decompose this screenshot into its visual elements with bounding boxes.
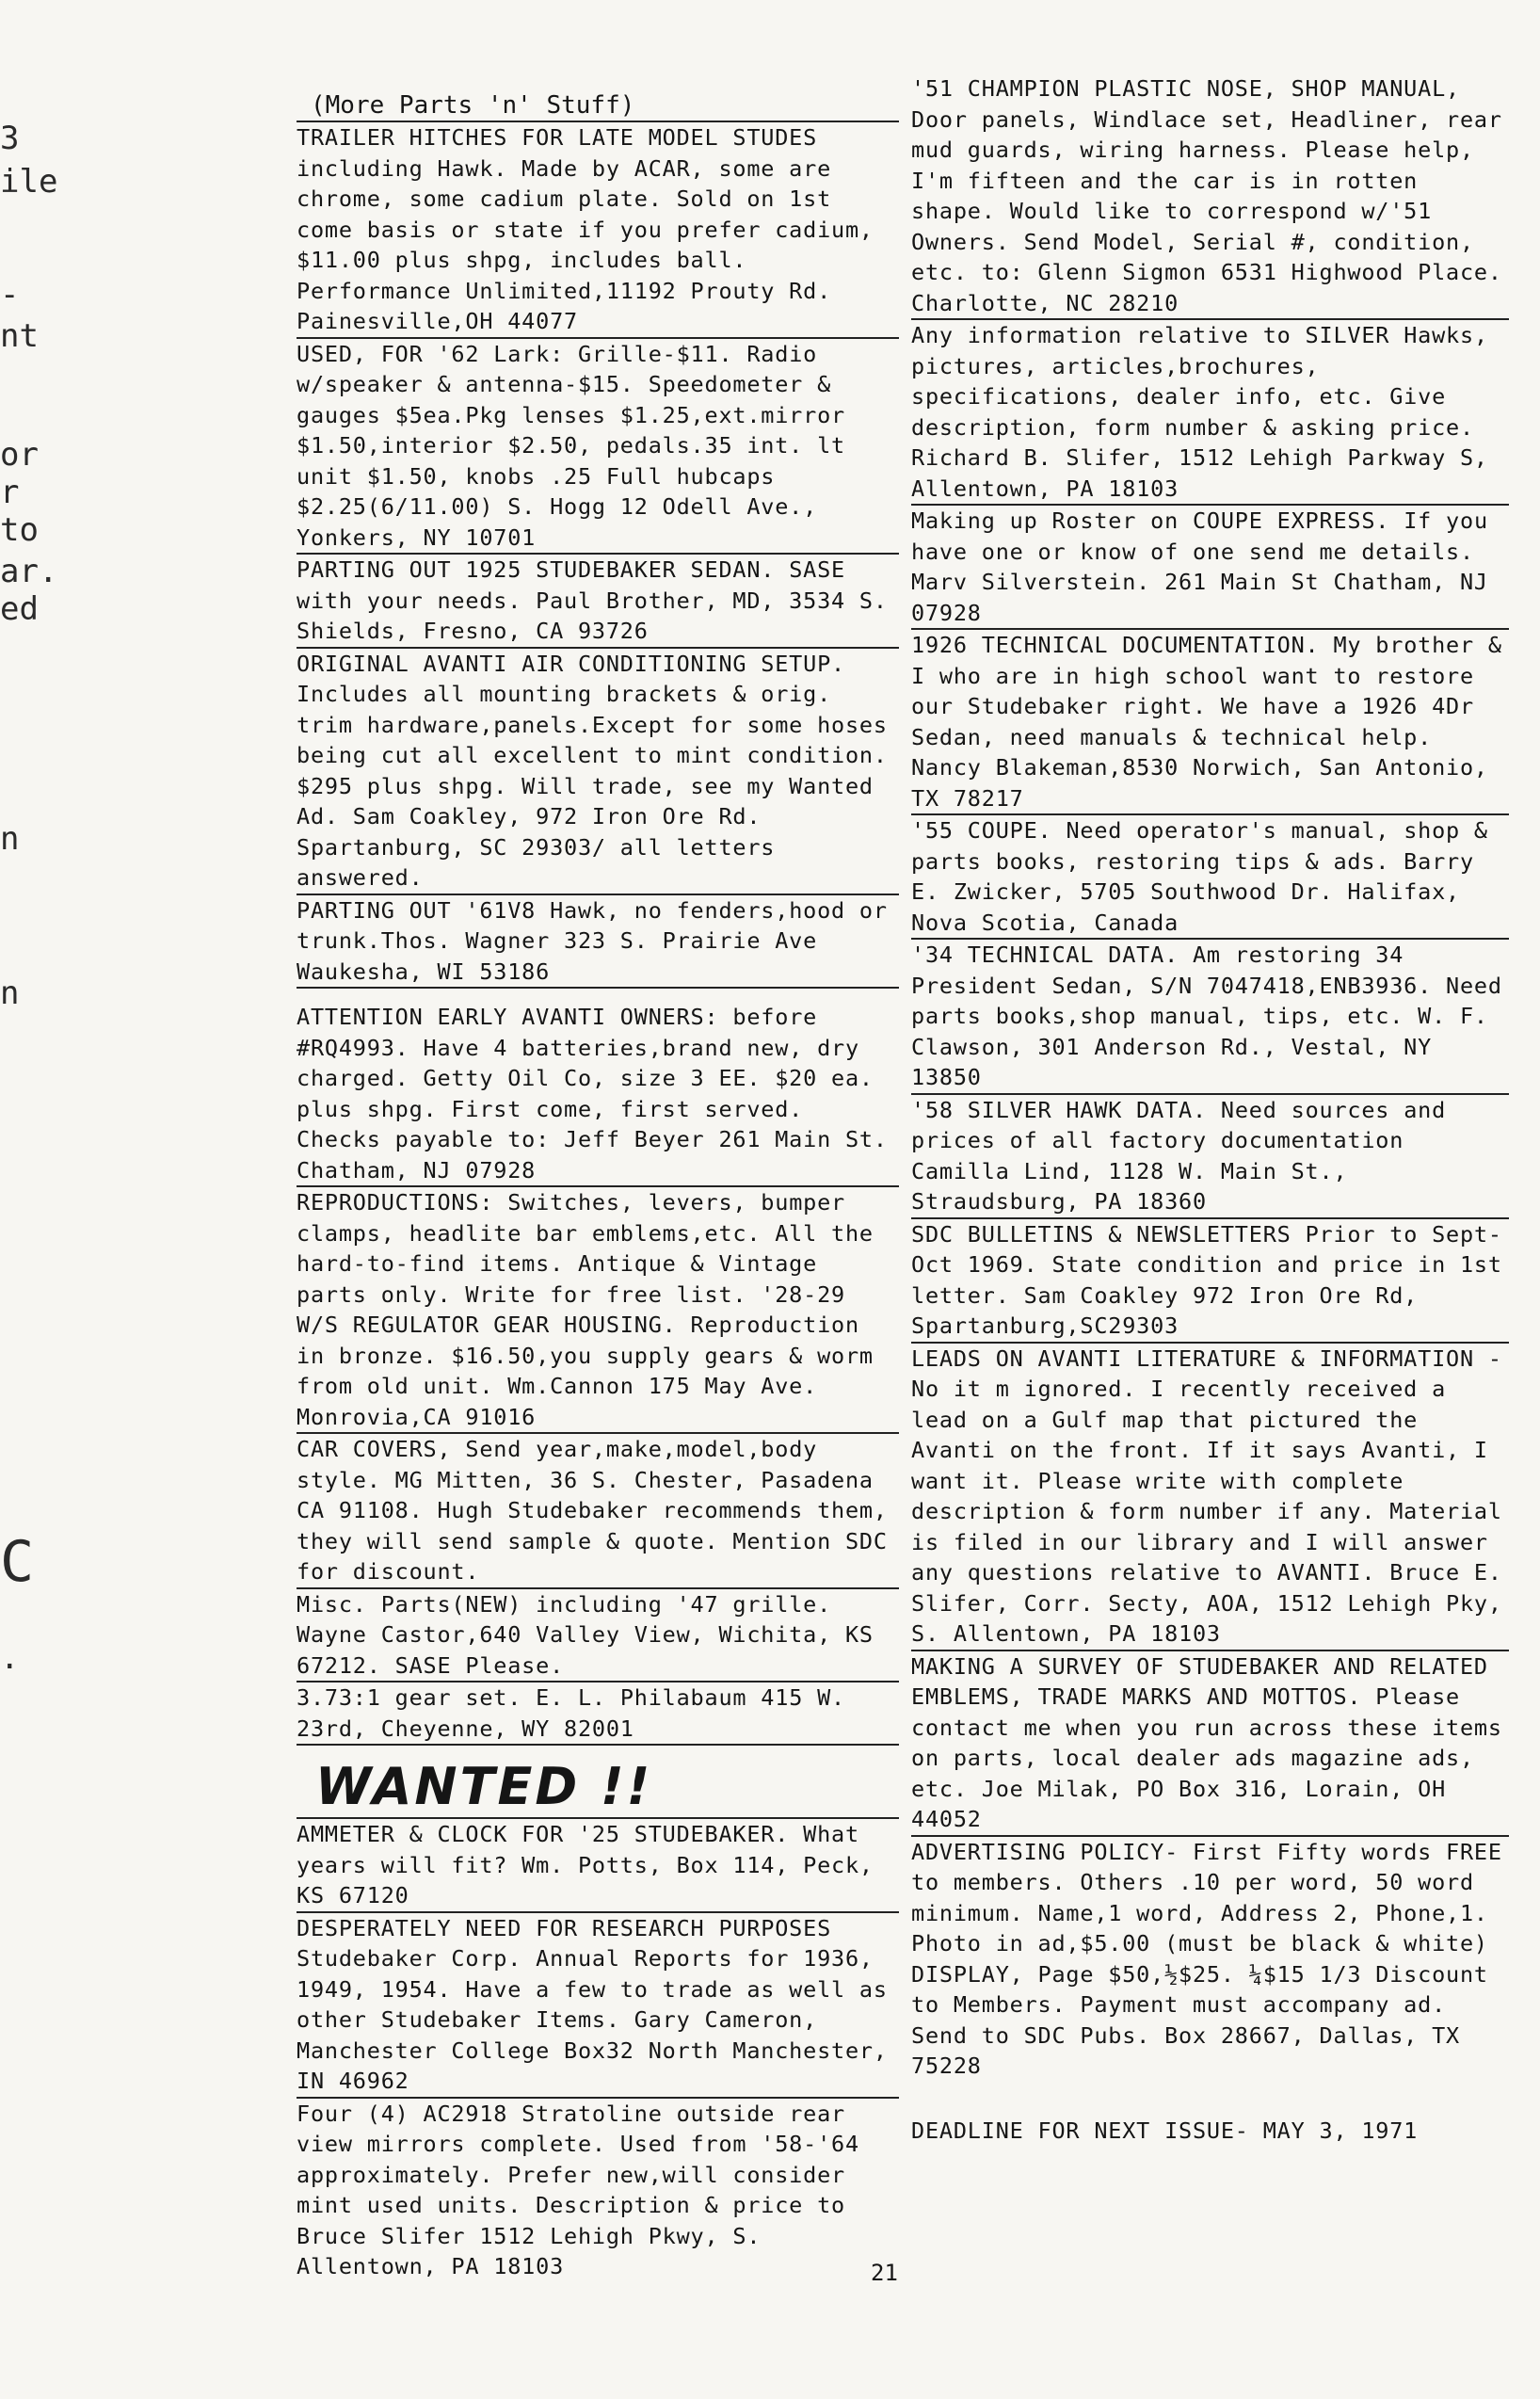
ad-headline: TRAILER HITCHES FOR LATE MODEL STUDES [297,124,818,151]
ad-body: Door panels, Windlace set, Headliner, rear mud guards, wiring harness. Please help, I'm fifteen and the car is in rotten shape. Would like to correspond w/'51 Owners. Send Model, Serial #, condition, etc. to: Glenn Sigmon 6531 Highwood Place. Charlotte, NC 28210 [911,105,1502,316]
ad-headline: AMMETER & CLOCK FOR '25 STUDEBAKER. [297,1821,790,1847]
classified-ad [911,1651,1509,1837]
ad-body: Hawks, pictures, articles,brochures, specifications, dealer info, etc. Give description, form number & asking price. Richard B. Slifer, 1512 Lehigh Parkway S, Allentown, PA 18103 [911,322,1488,502]
ad-headline: CAR COVERS, [297,1436,452,1462]
classified-ad [297,555,899,649]
classified-ad [911,1219,1509,1344]
classified-ad [297,1434,899,1589]
margin-fragment: ed [0,590,39,628]
classified-ad [911,320,1509,506]
ad-headline: ADVERTISING POLICY- [911,1838,1179,1865]
margin-fragment: n [0,974,20,1012]
page-number: 21 [871,2260,898,2286]
ad-headline: 3.73:1 gear set. [297,1684,522,1711]
right-column [911,73,1509,2146]
ad-body: If you have one or know of one send me details. Marv Silverstein. 261 Main St Chatham, NJ 07928 [911,507,1488,626]
classified-ad [911,506,1509,630]
ad-body: Send year,make,model,body style. MG Mitten, 36 S. Chester, Pasadena CA 91108. Hugh Studebaker recommends them, they will send sample & quote. Mention SDC for discount. [297,1436,888,1585]
margin-fragment: ar. [0,553,58,590]
margin-fragment: or [0,436,39,474]
classified-ad [911,940,1509,1095]
ad-headline: PARTING OUT '61V8 Hawk, [297,896,620,924]
ad-body: SASE with your needs. Paul Brother, MD, 3534 S. Shields, Fresno, CA 93726 [297,556,888,644]
ad-headline: Making up Roster on COUPE EXPRESS. [911,507,1390,534]
ad-headline: LEADS ON AVANTI LITERATURE & INFORMATION [911,1344,1474,1372]
ad-headline: REPRODUCTIONS: [297,1189,494,1216]
ad-body: no fenders,hood or trunk.Thos. Wagner 323 S. Prairie Ave Waukesha, WI 53186 [297,896,888,985]
margin-fragment: . [0,1639,20,1677]
classified-ad [911,630,1509,815]
margin-fragment: ile [0,163,58,201]
ad-body: Need operator's manual, shop & parts books, restoring tips & ads. Barry E. Zwicker, 5705 Southwood Dr. Halifax, Nova Scotia, Canada [911,817,1488,936]
ad-body: Need sources and prices of all factory documentation Camilla Lind, 1128 W. Main St., Straudsburg, PA 18360 [911,1096,1447,1215]
ad-body: E. L. Philabaum 415 W. 23rd, Cheyenne, WY 82001 [297,1684,845,1742]
ad-body: Grille-$11. Radio w/speaker & antenna-$15. Speedometer & gauges $5ea.Pkg lenses $1.25,ext.mirror $1.50,interior $2.50, pedals.35 int. lt unit $1.50, knobs .25 Full hubcaps $2.25(6/11.00) S. Hogg 12 Odell Ave., Yonkers, NY 10701 [297,340,845,551]
ad-body: Prior to Sept-Oct 1969. State condition and price in 1st letter. Sam Coakley 972 Iron Ore Rd, Spartanburg,SC29303 [911,1220,1502,1339]
classified-ad [911,815,1509,940]
ad-headline: MAKING A SURVEY OF STUDEBAKER AND RELATED EMBLEMS, TRADE MARKS AND MOTTOS. [911,1652,1488,1710]
margin-fragment: n [0,820,20,858]
classified-ad [297,1187,899,1434]
classified-ad [297,1819,899,1913]
margin-fragment: C [0,1529,35,1595]
ad-body: Includes all mounting brackets & orig. trim hardware,panels.Except for some hoses being cut all excellent to mint condition. $295 plus shpg. Will trade, see my Wanted Ad. Sam Coakley, 972 Iron Ore Rd. Spartanburg, SC 29303/ all letters answered. [297,681,888,891]
ad-body: before #RQ4993. Have 4 batteries,brand new, dry charged. Getty Oil Co, size 3 EE. $20 ea. plus shpg. First come, first served. Checks payable to: Jeff Beyer 261 Main St. Chatham, NJ 07928 [297,1004,888,1183]
ad-body: My brother & I who are in high school want to restore our Studebaker right. We have a 1926 4Dr Sedan, need manuals & technical help. Nancy Blakeman,8530 Norwich, San Antonio, TX 78217 [911,632,1502,812]
ad-body: including Hawk. Made by ACAR, some are chrome, some cadium plate. Sold on 1st come basis or state if you prefer cadium, $11.00 plus shpg, includes ball. Performance Unlimited,11192 Prouty Rd. Painesville,OH 44077 [297,154,874,334]
ad-headline: '55 COUPE. [911,817,1052,844]
advertising-policy [911,1837,1509,2082]
wanted-heading: WANTED !! [297,1757,899,1819]
ad-body: Switches, levers, bumper clamps, headlite bar emblems,etc. All the hard-to-find items. Antique & Vintage parts only. Write for free list. '28-29 W/S REGULATOR GEAR HOUSING. Reproduction in bronze. $16.50,you supply gears & worm from old unit. Wm.Cannon 175 May Ave. Monrovia,CA 91016 [297,1189,874,1430]
ad-body: - No it m ignored. I recently received a lead on a Gulf map that pictured the Avanti on the front. If it says Avanti, I want it. Please write with complete description & form number if any. Material is filed in our library and I will answer any questions relative to AVANTI. Bruce E. Slifer, Corr. Secty, AOA, 1512 Lehigh Pky, S. Allentown, PA 18103 [911,1344,1502,1647]
ad-headline: Misc. Parts(NEW) [297,1590,522,1618]
classified-ad [297,649,899,895]
margin-fragment: r [0,474,20,511]
classified-ad [297,1913,899,2099]
left-column [297,90,899,2282]
classified-ad [911,1344,1509,1651]
ad-headline: '51 CHAMPION PLASTIC NOSE, SHOP MANUAL, [911,75,1460,102]
margin-fragment: 3 [0,120,20,157]
section-header: (More Parts 'n' Stuff) [311,91,635,120]
ad-body: Studebaker Corp. Annual Reports for 1936, 1949, 1954. Have a few to trade as well as other Studebaker Items. Gary Cameron, Manchester College Box32 North Manchester, IN 46962 [297,1945,888,2094]
ad-headline: PARTING OUT 1925 STUDEBAKER SEDAN. [297,556,776,583]
ad-body: rear view mirrors complete. Used from '58-'64 approximately. Prefer new,will consider mint used units. Description & price to Bruce Slifer 1512 Lehigh Pkwy, S. Allentown, PA 18103 [297,2100,859,2279]
ad-headline: Four (4) AC2918 Stratoline outside [297,2100,776,2127]
ad-headline: DESPERATELY NEED FOR RESEARCH PURPOSES [297,1914,832,1941]
ad-headline: '34 TECHNICAL DATA. [911,942,1179,968]
ad-headline: '58 SILVER HAWK DATA. [911,1096,1207,1123]
ad-headline: 1926 TECHNICAL DOCUMENTATION. [911,632,1320,658]
classified-ad [911,73,1509,320]
ad-headline: SDC BULLETINS & NEWSLETTERS [911,1220,1291,1248]
margin-fragment: to [0,511,39,549]
classified-ad [297,1683,899,1746]
classified-ad [297,1002,899,1187]
ad-body: Please contact me when you run across these items on parts, local dealer ads magazine ads, etc. Joe Milak, PO Box 316, Lorain, OH 44052 [911,1683,1502,1832]
classified-ad [297,122,899,339]
ad-body: including '47 grille. Wayne Castor,640 Valley View, Wichita, KS 67212. SASE Please. [297,1590,874,1679]
margin-fragment: nt [0,317,39,355]
classified-ad [297,1589,899,1683]
ad-headline: USED, FOR '62 Lark: [297,340,565,367]
margin-fragment: - [0,276,20,314]
ad-body: What years will fit? Wm. Potts, Box 114, Peck, KS 67120 [297,1821,874,1908]
classified-ad [297,339,899,555]
classified-ad [297,895,899,990]
ad-body: First Fifty words FREE to members. Others .10 per word, 50 word minimum. Name,1 word, Address 2, Phone,1. Photo in ad,$5.00 (must be black & white) DISPLAY, Page $50,½$25. ¼$15 1/3 Discount to Members. Payment must accompany ad. Send to SDC Pubs. Box 28667, Dallas, TX 75228 [911,1838,1502,2079]
ad-headline: ORIGINAL AVANTI AIR CONDITIONING SETUP. [297,650,845,677]
ad-body: Am restoring 34 President Sedan, S/N 7047418,ENB3936. Need parts books,shop manual, tips, etc. W. F. Clawson, 301 Anderson Rd., Vestal, NY 13850 [911,942,1502,1090]
classified-ad [911,1095,1509,1219]
classified-ad [297,2099,899,2282]
deadline-notice: DEADLINE FOR NEXT ISSUE- MAY 3, 1971 [911,2117,1419,2144]
ad-headline: ATTENTION EARLY AVANTI OWNERS: [297,1004,719,1030]
ad-headline: Any information relative to SILVER [911,322,1390,348]
